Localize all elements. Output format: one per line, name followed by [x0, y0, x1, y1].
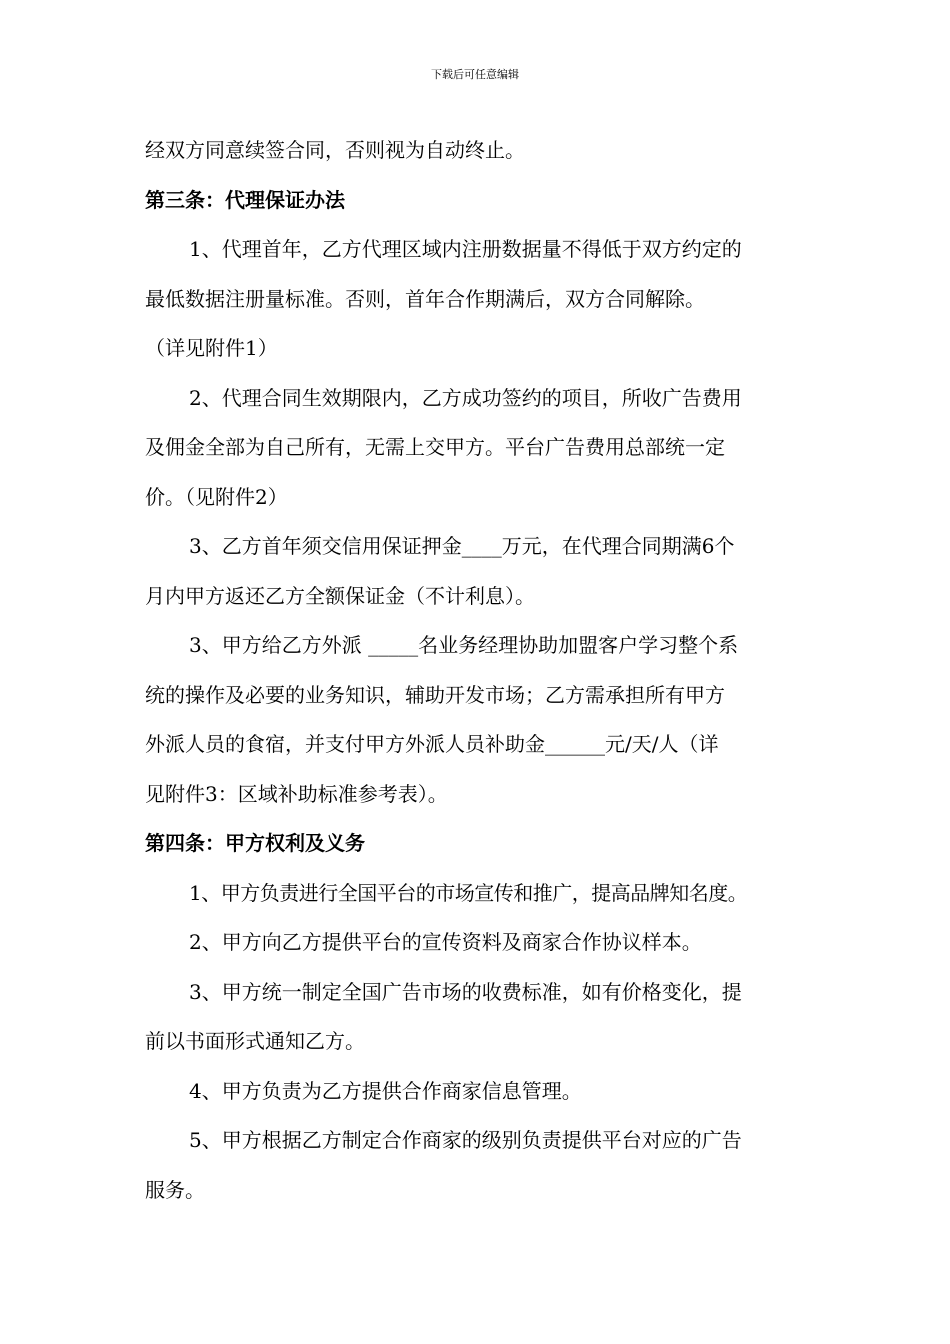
paragraph-line: 2、代理合同生效期限内，乙方成功签约的项目，所收广告费用 — [189, 385, 742, 410]
section-heading: 第四条：甲方权利及义务 — [145, 831, 365, 855]
paragraph-line: 1、甲方负责进行全国平台的市场宣传和推广，提高品牌知名度。 — [189, 880, 748, 905]
document-body — [145, 126, 825, 1215]
paragraph-line: 4、甲方负责为乙方提供合作商家信息管理。 — [189, 1078, 582, 1103]
paragraph-line: 月内甲方返还乙方全额保证金（不计利息）。 — [145, 583, 535, 608]
paragraph-line: 1、代理首年，乙方代理区域内注册数据量不得低于双方约定的 — [189, 237, 742, 261]
paragraph-line: 3、甲方统一制定全国广告市场的收费标准，如有价格变化，提 — [189, 979, 742, 1004]
paragraph-line: （详见附件1） — [145, 336, 278, 360]
paragraph-line: 见附件3：区域补助标准参考表）。 — [145, 781, 448, 806]
paragraph-line: 2、甲方向乙方提供平台的宣传资料及商家合作协议样本。 — [189, 930, 702, 954]
page-header: 下载后可任意编辑 — [431, 68, 519, 81]
paragraph-line: 价。（见附件2） — [145, 484, 288, 509]
paragraph-line: 及佣金全部为自己所有，无需上交甲方。平台广告费用总部统一定 — [145, 435, 725, 459]
paragraph-line: 最低数据注册量标准。否则，首年合作期满后，双方合同解除。 — [145, 286, 705, 311]
paragraph-line: 统的操作及必要的业务知识，辅助开发市场；乙方需承担所有甲方 — [145, 682, 725, 707]
section-heading: 第三条：代理保证办法 — [145, 187, 345, 212]
paragraph-line: 前以书面形式通知乙方。 — [145, 1029, 365, 1053]
paragraph-line: 服务。 — [145, 1177, 205, 1202]
paragraph-line: 3、甲方给乙方外派 _____名业务经理协助加盟客户学习整个系 — [189, 633, 739, 657]
paragraph-line: 3、乙方首年须交信用保证押金____万元，在代理合同期满6个 — [189, 534, 735, 558]
paragraph-line: 5、甲方根据乙方制定合作商家的级别负责提供平台对应的广告 — [189, 1128, 742, 1152]
paragraph-line: 经双方同意续签合同，否则视为自动终止。 — [145, 138, 525, 162]
paragraph-line: 外派人员的食宿，并支付甲方外派人员补助金______元/天/人（详 — [145, 732, 719, 756]
